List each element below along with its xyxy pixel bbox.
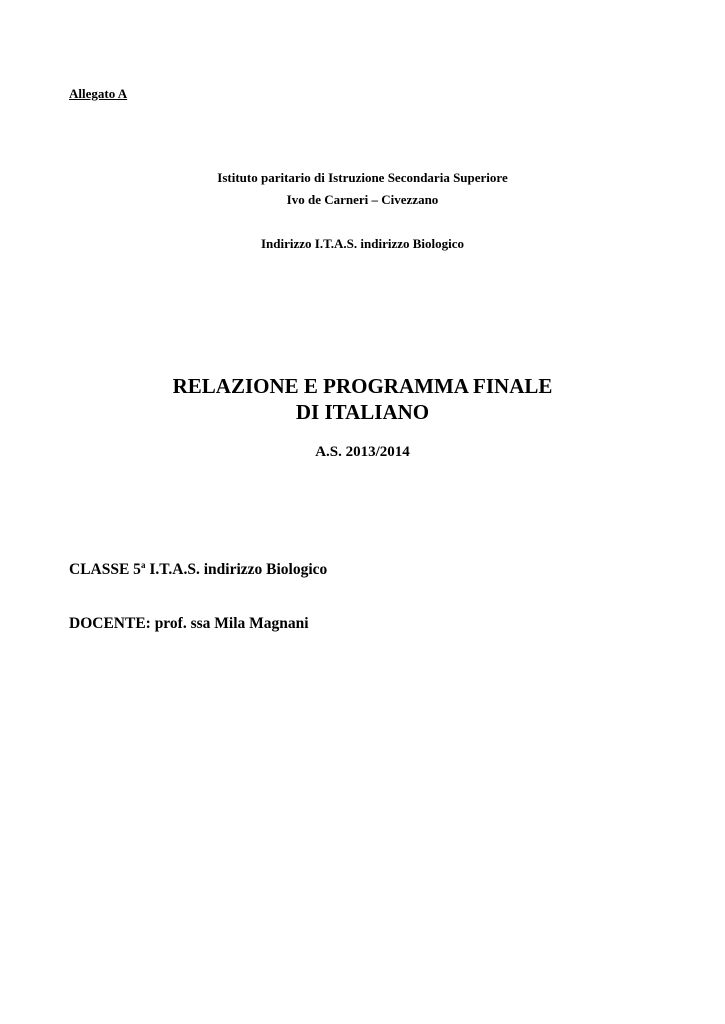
class-prefix: CLASSE 5 <box>69 561 141 578</box>
school-track: Indirizzo I.T.A.S. indirizzo Biologico <box>260 236 465 251</box>
class-suffix: I.T.A.S. indirizzo Biologico <box>145 561 328 578</box>
document-title-line-2: DI ITALIANO <box>295 400 430 424</box>
annex-label: Allegato A <box>69 86 128 101</box>
school-name: Ivo de Carneri – Civezzano <box>286 192 439 207</box>
teacher-line: DOCENTE: prof. ssa Mila Magnani <box>69 615 309 632</box>
class-superscript: a <box>140 560 146 570</box>
document-title-line-1: RELAZIONE E PROGRAMMA FINALE <box>172 374 553 398</box>
institute-name: Istituto paritario di Istruzione Secondaria Superiore <box>217 170 508 185</box>
class-line <box>69 561 327 579</box>
school-year: A.S. 2013/2014 <box>315 444 410 460</box>
